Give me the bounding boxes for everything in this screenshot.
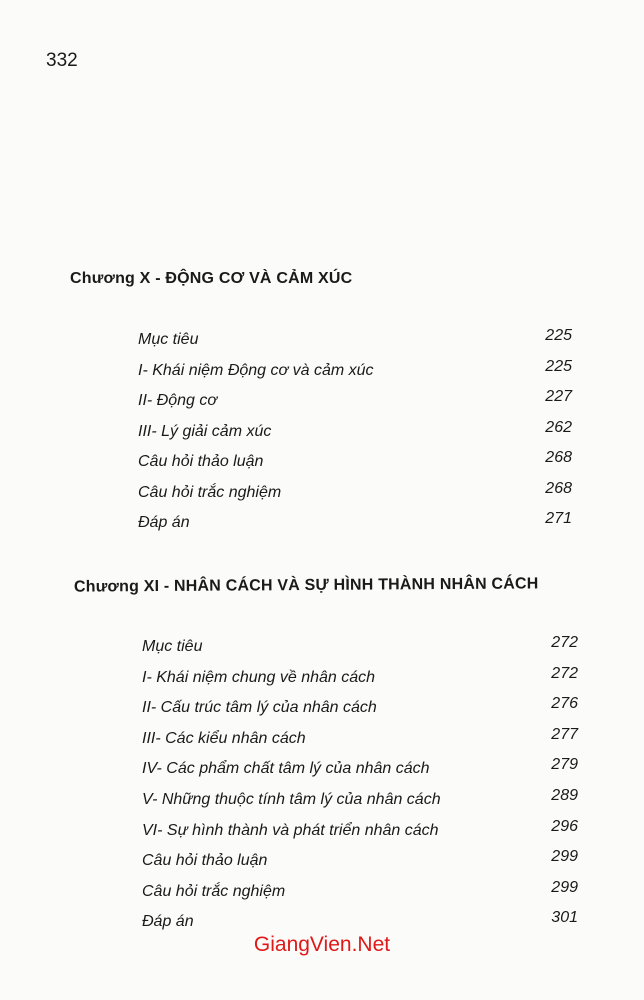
toc-entry-label: I- Khái niệm Động cơ và cảm xúc <box>138 361 374 379</box>
toc-entry-label: II- Cấu trúc tâm lý của nhân cách <box>142 699 377 717</box>
toc-entry-page: 268 <box>545 449 572 466</box>
chapter-title: Chương X - ĐỘNG CƠ VÀ CẢM XÚC <box>70 270 353 287</box>
toc-entry-label: Câu hỏi thảo luận <box>142 852 268 870</box>
toc-entry <box>138 327 572 355</box>
toc-entry-page: 272 <box>551 664 578 682</box>
toc-entry-label: Đáp án <box>142 913 194 931</box>
toc-entry-label: Câu hỏi trắc nghiệm <box>138 483 282 501</box>
toc-entry <box>142 695 578 723</box>
toc-entry <box>142 634 578 662</box>
toc-entry-label: Mục tiêu <box>142 638 203 655</box>
toc-entry <box>142 787 578 815</box>
toc-entry-label: Câu hỏi thảo luận <box>138 453 264 470</box>
toc-entry-label: Đáp án <box>138 514 190 531</box>
toc-entry <box>142 664 578 693</box>
toc-entry-page: 272 <box>551 634 578 651</box>
toc-entry-page: 296 <box>551 817 578 835</box>
chapter-title: Chương XI - NHÂN CÁCH VÀ SỰ HÌNH THÀNH NHÂN CÁCH <box>73 575 539 596</box>
toc-entry <box>138 510 572 538</box>
toc-entry-page: 276 <box>551 695 578 713</box>
toc-entry <box>138 388 572 416</box>
toc-entry-label: VI- Sự hình thành và phát triển nhân cách <box>142 821 439 839</box>
toc-entry <box>142 848 578 876</box>
toc-entry-page: 301 <box>551 909 578 927</box>
toc-entry-label: II- Động cơ <box>138 392 218 409</box>
toc-entry-page: 299 <box>551 878 578 896</box>
toc-entry-page: 289 <box>551 787 578 804</box>
toc-entry-label: III- Các kiểu nhân cách <box>142 729 306 747</box>
toc-entry-page: 299 <box>551 848 578 866</box>
toc-entry-page: 268 <box>545 479 572 497</box>
toc-entry <box>142 756 578 784</box>
toc-entry-label: Mục tiêu <box>138 331 199 348</box>
toc-entry-label: V- Những thuộc tính tâm lý của nhân cách <box>142 791 441 808</box>
toc-entry-page: 277 <box>551 725 578 743</box>
toc-entry-label: Câu hỏi trắc nghiệm <box>142 882 286 900</box>
toc-entry-page: 279 <box>551 756 578 774</box>
toc-entry-label: III- Lý giải cảm xúc <box>138 422 272 440</box>
toc-entry-page: 227 <box>545 388 572 405</box>
toc-entry-label: I- Khái niệm chung về nhân cách <box>142 668 376 686</box>
toc-entry-page: 271 <box>545 510 572 527</box>
toc-entry <box>142 725 578 754</box>
toc-entry <box>138 479 572 508</box>
toc-entry-page: 225 <box>545 327 572 344</box>
toc-entry <box>142 878 578 907</box>
watermark: GiangVien.Net <box>253 933 391 956</box>
toc-entry-label: IV- Các phẩm chất tâm lý của nhân cách <box>142 760 430 778</box>
page-number: 332 <box>46 50 78 71</box>
toc-entry <box>142 817 578 846</box>
toc-entry <box>138 357 572 386</box>
toc-entry <box>138 418 572 447</box>
toc-entry <box>138 449 572 477</box>
toc-entry-page: 262 <box>545 418 572 436</box>
toc-entry-page: 225 <box>545 357 572 375</box>
